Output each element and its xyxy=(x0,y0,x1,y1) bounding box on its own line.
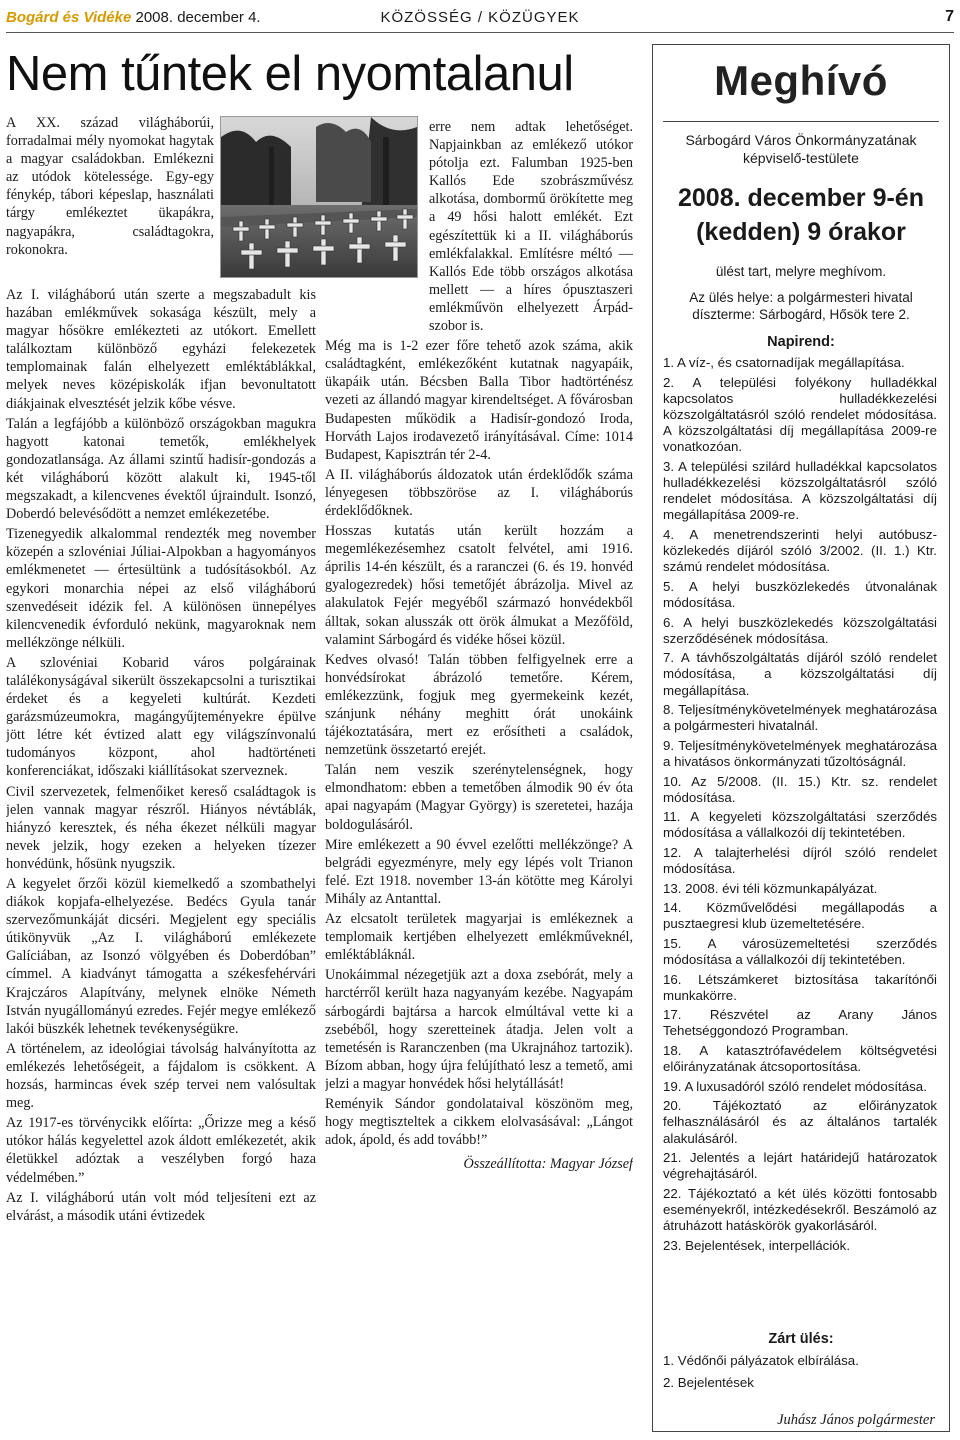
section-name: KÖZÖSSÉG / KÖZÜGYEK xyxy=(380,8,580,26)
article-paragraph: A kegyelet őrzői közül kiemelkedő a szombathelyi diákok kopjafa-elhelyezése. Bedécs Gyula tanár szervezőmunkáját dicséri. Megjelent egy speciális útikönyvük „Az I. világháború emlékezete Galíciában, az Isonzó völgyében és Doberdóban” címmel. A kiadványt támogatta a székesfehérvári Krajczáros Alapítvány, melynek elnöke Németh István nyugállományú ezredes. Fejér megye emlékező lakói büszkék lehetnek tevékenységükre. xyxy=(6,876,316,1037)
agenda-list xyxy=(663,355,937,1257)
invitation-organization: Sárbogárd Város Önkormányzatának képviselő-testülete xyxy=(685,132,917,166)
closed-session-heading: Zárt ülés: xyxy=(768,1331,834,1347)
article-paragraph: Mire emlékezett a 90 évvel ezelőtti mellékzönge? A belgrádi egyezményre, mely egy lépés volt Trianon felé. Ezt 1918. november 13-án kötötte meg Károlyi Mihály az Antanttal. xyxy=(325,836,633,907)
agenda-item: 21. Jelentés a lejárt határidejű határozatok végrehajtásáról. xyxy=(663,1150,937,1182)
agenda-item: 3. A települési szilárd hulladékkal kapcsolatos hulladékkezelési közszolgáltatásról szóló rendelet módosítása. A közszolgáltatási díj megállapítása 2009-re. xyxy=(663,458,937,523)
article-paragraph: A szlovéniai Kobarid város polgárainak találékonyságával sikerült összekapcsolni a turisztikai érdeket és a kegyeleti kultúrát. Kezdeti garázsmúzeumokra, magángyűjteményekre épülve jött létre két évtized alatt egy világszínvonalú tudományos központ, ahol hadtörténeti konferenciákat, időszaki kiállításokat szerveznek. xyxy=(6,654,316,780)
agenda-item: 16. Létszámkeret biztosítása takarítónői munkakörre. xyxy=(663,971,937,1003)
article-paragraph: Unokáimmal nézegetjük azt a doxa zsebórát, mely a harctérről került haza nagyanyám kezébe. Nagyapám sárbogárdi bajtársa a harcok elmúltával vette ki a zsebéből, hogy szeretteinek átadja. Jelen volt a temetésén is Raranczenben (ma Ukrajnához tartozik). Bízom abban, hogy újra felújítható lesz a temető, ami jelzi a magyar honvédek hősi helytállását! xyxy=(325,967,633,1092)
article-title: Nem tűntek el nyomtalanul xyxy=(6,47,574,101)
agenda-item: 18. A katasztrófavédelem költségvetési előirányzatának átcsoportosítása. xyxy=(663,1042,937,1075)
page-number: 7 xyxy=(945,8,954,25)
agenda-item: 8. Teljesítménykövetelmények meghatározása a polgármesteri hivatalnál. xyxy=(663,702,937,734)
article-paragraph: erre nem adtak lehetőséget. Napjainkban az emlékező utókor pótolja ezt. Falumban 1925-ben Kallós Ede szobrászművész alkotása, dombormű örökítette meg a 49 hősi halott emlékét. Ezt egészítettük ki a II. világháborús emlékfalakkal. Említésre méltó — Kallós Ede több országos alkotása mellett — a híres ópusztaszeri emlékművön elhelyezett Árpád-szobor is. xyxy=(429,119,633,335)
issue-date: 2008. december 4. xyxy=(135,8,261,26)
agenda-item: 14. Közművelődési megállapodás a pusztaegresi klub üzemeltetésére. xyxy=(663,900,937,932)
closed-session-list xyxy=(663,1353,937,1397)
agenda-item: 1. A víz-, és csatornadíjak megállapítása. xyxy=(663,355,905,370)
masthead xyxy=(6,9,261,26)
agenda-item: 4. A menetrendszerinti helyi autóbusz-közlekedés díjáról szóló 3/2002. (II. 1.) Ktr. számú rendelet módosítása. xyxy=(663,526,937,575)
agenda-item: 15. A városüzemeltetési szerződés módosítása a vállalkozói díj tekintetében. xyxy=(663,935,937,968)
invitation-date: 2008. december 9-én (kedden) 9 órakor xyxy=(678,184,924,246)
agenda-item: 19. A luxusadóról szóló rendelet módosítása. xyxy=(663,1078,927,1094)
article-paragraph: Hosszas kutatás után került hozzám a megemlékezésemhez csatolt felvétel, ami 1916. április 14-én készült, és a raranczei (6. és 19. honvéd gyalogezredek) hősi temetőjét ábrázolja. Mivel az alakulatok Fejér megyéből származó honvédekből álltak, sokan alusszák ott örök álmukat a Mezőföld, valamint Sárbogárd és vidéke hősei közül. xyxy=(325,523,633,648)
agenda-item: 7. A távhőszolgáltatás díjáról szóló rendelet módosítása, a közszolgáltatási díj megállapítása. xyxy=(663,650,937,698)
article-paragraph: Kedves olvasó! Talán többen felfigyelnek erre a honvédsírokat ábrázoló temetőre. Kérem, emlékezzünk, fogjuk meg gyermekeink kezét, szánjunk néhány meghitt órát unokáink tájékoztatására, mert ez erősítheti a családok, nemzetünk összetartó erejét. xyxy=(325,651,633,759)
article-paragraph: Az I. világháború után volt mód teljesíteni ezt az elvárást, a második utáni évtizedek xyxy=(6,1189,316,1224)
article-paragraph: Talán a legfájóbb a különböző országokban magukra hagyott katonai temetők, emlékhelyek gondozatlansága. Az állami szintű hadisír-gondozás a két világháború között alakult ki, 1945-től megszakadt, a kilencvenes évektől újraindult. Isonzó, Doberdó belevésődött a nemzet emlékezetébe. xyxy=(6,415,316,523)
invitation-divider xyxy=(663,121,939,122)
agenda-item: 6. A helyi buszközlekedés közszolgáltatási szerződésének módosítása. xyxy=(663,614,937,646)
agenda-item: 9. Teljesítménykövetelmények meghatározása a hivatásos önkormányzati tűzoltóságnál. xyxy=(663,737,937,770)
invitation-opening: ülést tart, melyre meghívom. xyxy=(715,264,887,279)
agenda-item: 23. Bejelentések, interpellációk. xyxy=(663,1237,851,1253)
closed-session-item: 1. Védőnői pályázatok elbírálása. xyxy=(663,1353,859,1368)
article-paragraph: A történelem, az ideológiai távolság halványította az emlékezés lehetőségeit, a fájdalom is csökkent. A hozsás, harmincas évek szép tervei nem valósultak meg. xyxy=(6,1040,316,1112)
agenda-item: 12. A talajterhelési díjról szóló rendelet módosítása. xyxy=(663,844,937,877)
article-paragraph: Az I. világháború után szerte a megszabadult kis hazában emlékművek sokasága készült, mely a magyar hősökre emlékezteti az utókort. Emellett találkoztam különböző egyházi felekezetek templomainak falán elhelyezett emléktáblákkal, melyek neves középiskolák ifjan bevonultatott diákjainak elvesztését jelzik kőbe vésve. xyxy=(6,287,316,412)
article-signature: Összeállította: Magyar József xyxy=(463,1156,633,1173)
article-column-2 xyxy=(325,118,633,1436)
agenda-item: 22. Tájékoztató a két ülés közötti fontosabb eseményekről, intézkedésekről. Beszámoló az átruházott hatáskörök gyakorlásáról. xyxy=(663,1185,937,1234)
article-paragraph: Még ma is 1-2 ezer főre tehető azok száma, akik családtagként, emlékezőként kutatnak nagyapáik, ükapáik után. Bécsben Balla Tibor hadtörténész vezeti az állandó magyar kirendeltséget. A fővárosban Budapesten működik a Hadisír-gondozó Iroda, Horváth Lajos irodavezető irányításával. Címe: 1014 Budapest, Kapisztrán tér 2-4. xyxy=(325,338,633,463)
invitation-title: Meghívó xyxy=(714,57,888,104)
article-paragraph: A II. világháborús áldozatok után érdeklődők száma lényegesen többszöröse az I. világháborús érdeklődőknek. xyxy=(325,466,633,519)
agenda-item: 17. Részvétel az Arany János Tehetséggondozó Programban. xyxy=(663,1007,937,1039)
agenda-heading: Napirend: xyxy=(767,334,835,350)
agenda-item: 11. A kegyeleti közszolgáltatási szerződés módosítása a vállalkozói díj tekintetében. xyxy=(663,809,937,841)
agenda-item: 2. A települési folyékony hulladékkal kapcsolatos hulladékkezelési közszolgáltatásról szóló rendelet módosítása. A közszolgáltatási díj megállapítása 2009-re vonatkozóan. xyxy=(663,374,937,455)
masthead-brand: Bogárd és Vidéke xyxy=(6,8,132,26)
agenda-item: 13. 2008. évi téli közmunkapályázat. xyxy=(663,880,878,896)
article-paragraph: Talán nem veszik szerénytelenségnek, hogy elmondhatom: ebben a temetőben álmodik 90 év óta apai nagyapám (Magyar György) is szeretetei, hazája boldogulásáról. xyxy=(325,762,633,833)
article-column-1-bottom xyxy=(6,286,316,1436)
page-header xyxy=(6,2,954,33)
mayor-signature: Juhász János polgármester xyxy=(777,1412,935,1428)
closed-session-item: 2. Bejelentések xyxy=(663,1375,754,1391)
article-paragraph: Az elcsatolt területek magyarjai is emlékeznek a templomaik kertjében elhelyezett emlékműveknél, emléktábláknál. xyxy=(325,911,633,964)
agenda-item: 5. A helyi buszközlekedés útvonalának módosítása. xyxy=(663,578,937,611)
invitation-box xyxy=(652,44,950,1432)
article-paragraph: Az 1917-es törvénycikk előírta: „Őrizze meg a késő utókor hálás kegyelettel azok áldott emlékezetét, akik életükkel adóztak a veszélyben forgó haza védelmében.” xyxy=(6,1115,316,1186)
article-paragraph: Reményik Sándor gondolataival köszönöm meg, hogy megtiszteltek a cikkem elolvasásával: „Lángot adok, ápold, és add tovább!” xyxy=(325,1095,633,1149)
agenda-item: 20. Tájékoztató az előirányzatok felhasználásáról és az általános tartalék alakulásáról. xyxy=(663,1098,937,1146)
agenda-item: 10. Az 5/2008. (II. 15.) Ktr. sz. rendelet módosítása. xyxy=(663,773,937,805)
article-paragraph: Civil szervezetek, felmenőiket kereső családtagok is jelen vannak magyar részről. Hiányos névtáblák, hiányzó keresztek, és néha ékezet nélküli magyar nevek jelzik, hogy ezeken a helyeken tízezer honvédünk, hősünk nyugszik. xyxy=(6,783,316,872)
article-paragraph: A XX. század világháborúi, forradalmai mély nyomokat hagytak a magyar családokban. Emlékezni az utódok kötelessége. Egy-egy fénykép, tábori képeslap, használati tárgy emlékeztet ükapákra, nagyapákra, családtagokra, rokonokra. xyxy=(6,115,214,258)
article-column-1-top xyxy=(6,114,214,261)
article-paragraph: Tizenegyedik alkalommal rendezték meg november közepén a szlovéniai Júliai-Alpokban a hagyományos emlékmenetet — értesültünk a tudósításokból. Az egykori monarchia népei az első világháború szenvedéseit idézik fel. A különösen ünnepélyes kilencvenedik évforduló nekünk, magyaroknak nem mellékzönge nélküli. xyxy=(6,526,316,651)
invitation-venue: Az ülés helye: a polgármesteri hivatal díszterme: Sárbogárd, Hősök tere 2. xyxy=(689,290,913,322)
